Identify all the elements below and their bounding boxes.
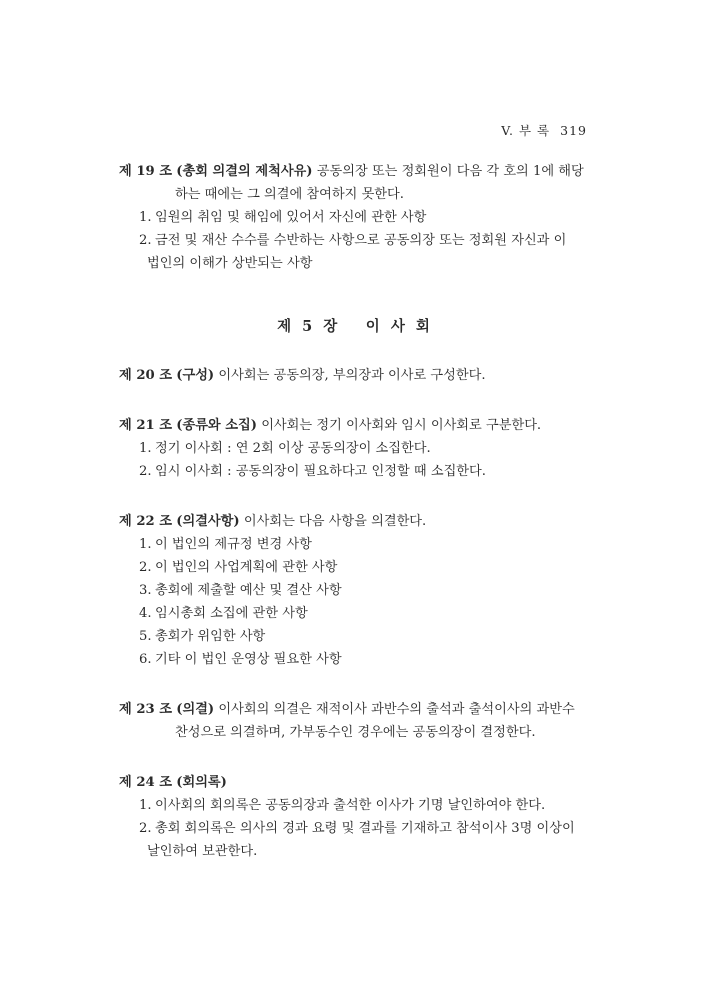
article-number: 제 21 조 bbox=[119, 418, 173, 433]
page-number: 319 bbox=[560, 123, 587, 138]
article-number: 제 23 조 bbox=[119, 702, 173, 717]
article-22 bbox=[119, 510, 591, 671]
article-19 bbox=[119, 160, 591, 275]
article-text: 이사회의 의결은 재적이사 과반수의 출석과 출석이사의 과반수 bbox=[218, 702, 575, 717]
article-text: 공동의장 또는 정회원이 다음 각 호의 1에 해당 bbox=[316, 164, 584, 179]
article-text: 이사회는 정기 이사회와 임시 이사회로 구분한다. bbox=[261, 418, 542, 433]
article-21 bbox=[119, 414, 591, 483]
article-text-continued: 하는 때에는 그 의결에 참여하지 못한다. bbox=[175, 187, 404, 202]
article-title: (회의록) bbox=[176, 775, 227, 790]
list-item: 4. 임시총회 소집에 관한 사항 bbox=[139, 606, 308, 621]
list-item-continued: 법인의 이해가 상반되는 사항 bbox=[147, 256, 313, 271]
list-item: 1. 이사회의 회의록은 공동의장과 출석한 이사가 기명 날인하여야 한다. bbox=[139, 798, 546, 813]
article-number: 제 20 조 bbox=[119, 368, 173, 383]
list-item: 1. 임원의 취임 및 해임에 있어서 자신에 관한 사항 bbox=[139, 210, 427, 225]
article-title: (총회 의결의 제척사유) bbox=[176, 164, 313, 179]
list-item-continued: 날인하여 보관한다. bbox=[147, 844, 258, 859]
section-label: V. 부 록 bbox=[501, 123, 551, 138]
article-title: (종류와 소집) bbox=[176, 418, 257, 433]
article-number: 제 22 조 bbox=[119, 514, 173, 529]
article-text: 이사회는 다음 사항을 의결한다. bbox=[243, 514, 427, 529]
list-item: 2. 이 법인의 사업계획에 관한 사항 bbox=[139, 560, 338, 575]
article-24 bbox=[119, 771, 591, 863]
list-item: 6. 기타 이 법인 운영상 필요한 사항 bbox=[139, 652, 342, 667]
list-item: 2. 총회 회의록은 의사의 경과 요령 및 결과를 기재하고 참석이사 3명 이상이 bbox=[139, 821, 575, 836]
page-content bbox=[119, 160, 591, 863]
list-item: 1. 정기 이사회 : 연 2회 이상 공동의장이 소집한다. bbox=[139, 441, 431, 456]
article-text: 이사회는 공동의장, 부의장과 이사로 구성한다. bbox=[218, 368, 486, 383]
chapter-title: 제 5 장 이 사 회 bbox=[277, 318, 433, 335]
article-text-continued: 찬성으로 의결하며, 가부동수인 경우에는 공동의장이 결정한다. bbox=[175, 725, 536, 740]
list-item: 2. 금전 및 재산 수수를 수반하는 사항으로 공동의장 또는 정회원 자신과 이 bbox=[139, 233, 567, 248]
article-number: 제 24 조 bbox=[119, 775, 173, 790]
article-title: (구성) bbox=[176, 368, 215, 383]
list-item: 1. 이 법인의 제규정 변경 사항 bbox=[139, 537, 312, 552]
article-23 bbox=[119, 698, 591, 744]
list-item: 2. 임시 이사회 : 공동의장이 필요하다고 인정할 때 소집한다. bbox=[139, 464, 486, 479]
page-header bbox=[501, 121, 587, 139]
list-item: 5. 총회가 위임한 사항 bbox=[139, 629, 266, 644]
article-20 bbox=[119, 364, 591, 387]
article-title: (의결) bbox=[176, 702, 215, 717]
article-title: (의결사항) bbox=[176, 514, 240, 529]
list-item: 3. 총회에 제출할 예산 및 결산 사항 bbox=[139, 583, 342, 598]
article-number: 제 19 조 bbox=[119, 164, 173, 179]
